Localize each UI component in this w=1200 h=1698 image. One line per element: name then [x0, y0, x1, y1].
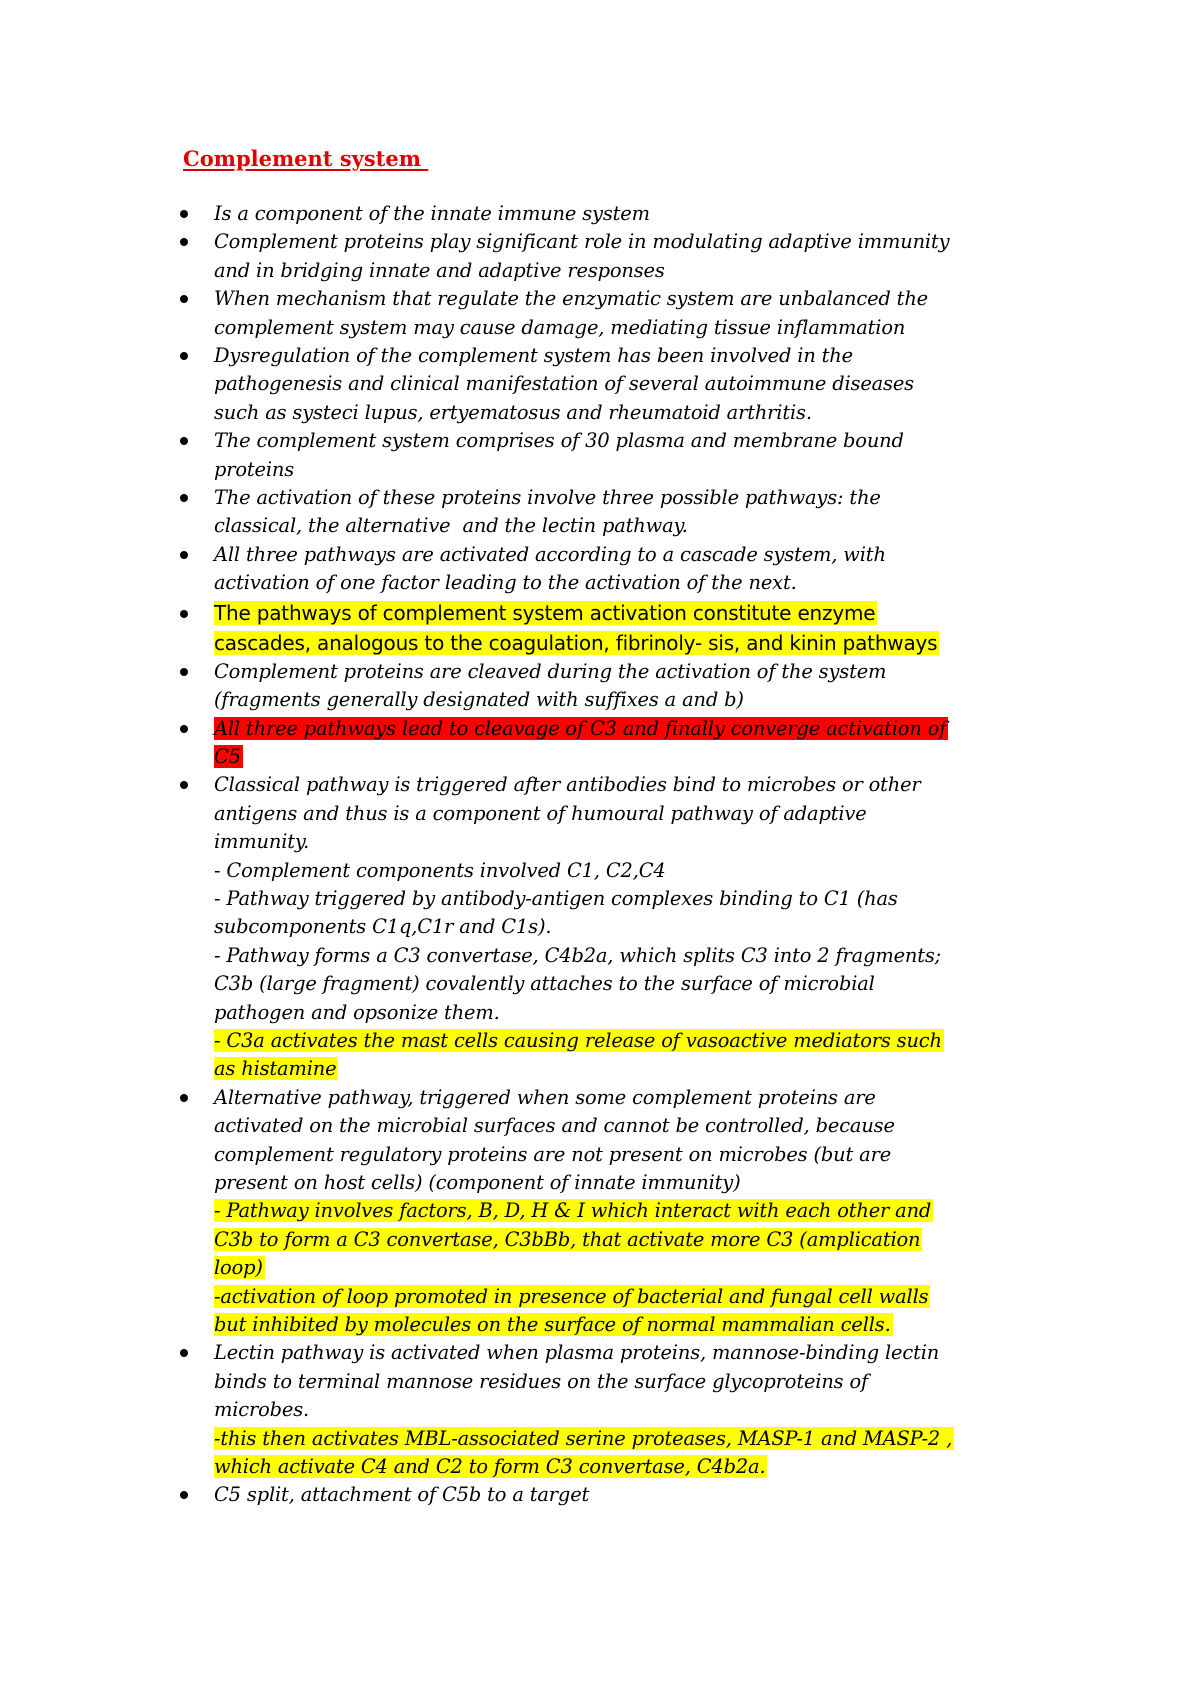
list-item-text: - Complement components involved C1, C2,C4 — [214, 858, 666, 882]
list-item-text: - Pathway forms a C3 convertase, C4b2a, which splits C3 into 2 fragments; — [214, 943, 942, 967]
list-item — [214, 658, 1034, 715]
list-item-text: - C3a activates the mast cells causing release of vasoactive mediators such — [214, 1028, 942, 1052]
bullet-icon — [180, 668, 188, 676]
list-item-text: (fragments generally designated with suffixes a and b) — [214, 688, 744, 712]
list-item-text: Is a component of the innate immune system — [214, 202, 650, 225]
list-item-text: Complement proteins are cleaved during the activation of the system — [214, 659, 887, 683]
page-title: Complement system — [183, 146, 429, 171]
list-item — [214, 427, 1034, 484]
bullet-icon — [180, 437, 188, 445]
list-item-text: loop) — [214, 1256, 263, 1280]
list-item-text: such as systeci lupus, ertyematosus and rheumatoid arthritis. — [214, 400, 812, 424]
list-item-text: immunity. — [214, 830, 310, 854]
list-item-highlighted — [214, 598, 1034, 658]
list-item — [214, 200, 1034, 228]
bullet-icon — [180, 781, 188, 789]
list-item — [214, 1339, 1034, 1481]
list-item — [214, 1084, 1034, 1340]
list-item-text: Classical pathway is triggered after antibodies bind to microbes or other — [214, 773, 921, 797]
list-item-text: classical, the alternative and the lectin pathway. — [214, 514, 688, 538]
list-item-text: proteins — [214, 457, 295, 481]
list-item-text: - Pathway triggered by antibody-antigen complexes binding to C1 (has — [214, 886, 898, 910]
list-item-text: C5 — [214, 744, 241, 768]
list-item-text: which activate C4 and C2 to form C3 convertase, C4b2a. — [214, 1455, 766, 1479]
list-item — [214, 285, 1034, 342]
bullet-icon — [180, 494, 188, 502]
list-item-text: C5 split, attachment of C5b to a target — [214, 1483, 590, 1507]
list-item-text: cascades, analogous to the coagulation, fibrinoly- sis, and kinin pathways — [214, 630, 938, 655]
list-item-text: The activation of these proteins involve three possible pathways: the — [214, 486, 881, 510]
list-item-text: but inhibited by molecules on the surface of normal mammalian cells. — [214, 1313, 891, 1337]
list-item-text: antigens and thus is a component of humoural pathway of adaptive — [214, 801, 867, 825]
list-item — [214, 342, 1034, 427]
list-item-text: binds to terminal mannose residues on the surface glycoproteins of — [214, 1369, 869, 1393]
bullet-icon — [180, 238, 188, 246]
list-item — [214, 484, 1034, 541]
list-item-text: pathogenesis and clinical manifestation of several autoimmune diseases — [214, 372, 914, 396]
list-item-text: The pathways of complement system activation constitute enzyme — [214, 600, 876, 625]
list-item-text: The complement system comprises of 30 plasma and membrane bound — [214, 429, 904, 453]
list-item-text: and in bridging innate and adaptive responses — [214, 258, 665, 282]
list-item-text: Alternative pathway, triggered when some complement proteins are — [214, 1085, 876, 1109]
list-item-highlighted-red — [214, 715, 1034, 772]
list-item — [214, 541, 1034, 598]
list-item — [214, 1481, 1034, 1509]
list-item-text: subcomponents C1q,C1r and C1s). — [214, 915, 552, 939]
list-item-text: activated on the microbial surfaces and cannot be controlled, because — [214, 1114, 895, 1138]
list-item-text: microbes. — [214, 1398, 310, 1422]
list-item-text: as histamine — [214, 1057, 337, 1081]
list-item-text: - Pathway involves factors, B, D, H & I which interact with each other and — [214, 1199, 932, 1223]
list-item-text: C3b (large fragment) covalently attaches to the surface of microbial — [214, 972, 875, 996]
list-item-text: pathogen and opsonize them. — [214, 1000, 500, 1024]
list-item — [214, 228, 1034, 285]
list-item-text: present on host cells) (component of innate immunity) — [214, 1171, 741, 1194]
list-item-text: When mechanism that regulate the enzymatic system are unbalanced the — [214, 287, 928, 311]
bullet-icon — [180, 610, 188, 618]
list-item-text: All three pathways are activated according to a cascade system, with — [214, 542, 886, 566]
bullet-icon — [180, 1491, 188, 1499]
list-item-text: complement system may cause damage, mediating tissue inflammation — [214, 315, 906, 339]
list-item — [214, 771, 1034, 1083]
bullet-icon — [180, 1349, 188, 1357]
list-item-text: Lectin pathway is activated when plasma proteins, mannose-binding lectin — [214, 1341, 940, 1365]
bullet-icon — [180, 1094, 188, 1102]
list-item-text: Dysregulation of the complement system has been involved in the — [214, 344, 853, 368]
list-item-text: complement regulatory proteins are not present on microbes (but are — [214, 1142, 892, 1166]
list-item-text: C3b to form a C3 convertase, C3bBb, that activate more C3 (amplication — [214, 1227, 921, 1251]
bullet-icon — [180, 295, 188, 303]
list-item-text: -this then activates MBL-associated serine proteases, MASP-1 and MASP-2 , — [214, 1426, 953, 1450]
bullet-icon — [180, 551, 188, 559]
bullet-list — [214, 200, 1034, 1510]
list-item-text: Complement proteins play significant role in modulating adaptive immunity — [214, 230, 950, 254]
list-item-text: -activation of loop promoted in presence of bacterial and fungal cell walls — [214, 1284, 929, 1308]
bullet-icon — [180, 352, 188, 360]
bullet-icon — [180, 210, 188, 218]
bullet-icon — [180, 725, 188, 733]
list-item-text: All three pathways lead to cleavage of C3 and finally converge activation of — [214, 716, 947, 740]
list-item-text: activation of one factor leading to the activation of the next. — [214, 571, 797, 595]
